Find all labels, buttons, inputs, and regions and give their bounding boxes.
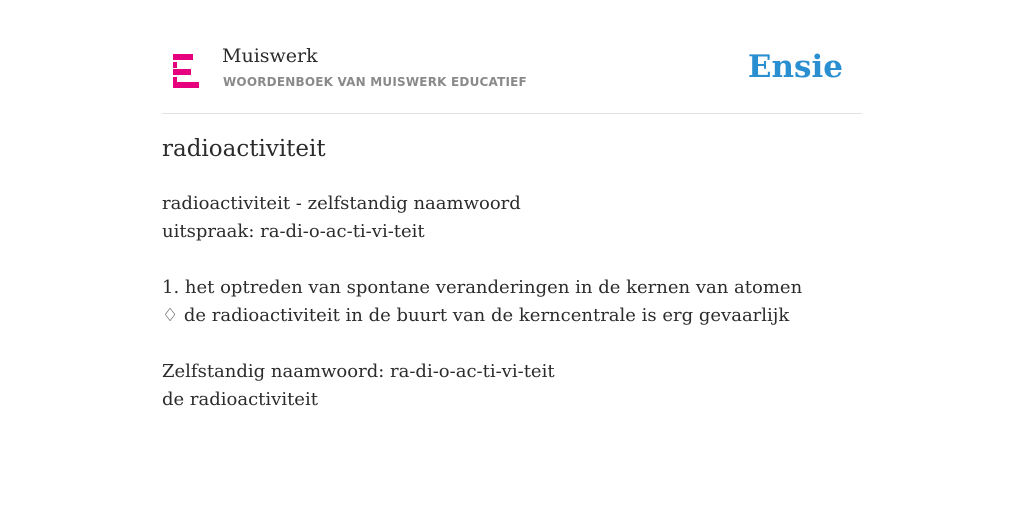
- pronunciation-line: uitspraak: ra-di-o-ac-ti-vi-teit: [162, 221, 425, 242]
- site-header: [162, 40, 862, 114]
- spacer: [162, 330, 802, 358]
- ensie-logo-link[interactable]: Ensie: [747, 49, 843, 85]
- site-name[interactable]: Muiswerk: [222, 45, 318, 67]
- word-type-line: radioactiviteit - zelfstandig naamwoord: [162, 193, 521, 214]
- entry-title: radioactiviteit: [162, 136, 326, 162]
- muiswerk-logo-icon[interactable]: [173, 54, 199, 88]
- article-line: de radioactiviteit: [162, 389, 318, 410]
- entry-body: [162, 190, 802, 414]
- noun-line: Zelfstandig naamwoord: ra-di-o-ac-ti-vi-teit: [162, 361, 555, 382]
- spacer: [162, 246, 802, 274]
- site-subtitle: WOORDENBOEK VAN MUISWERK EDUCATIEF: [223, 75, 527, 89]
- content-container: [162, 40, 862, 410]
- example-line: ♢ de radioactiviteit in de buurt van de kerncentrale is erg gevaarlijk: [162, 305, 790, 326]
- definition-line: 1. het optreden van spontane veranderingen in de kernen van atomen: [162, 277, 803, 298]
